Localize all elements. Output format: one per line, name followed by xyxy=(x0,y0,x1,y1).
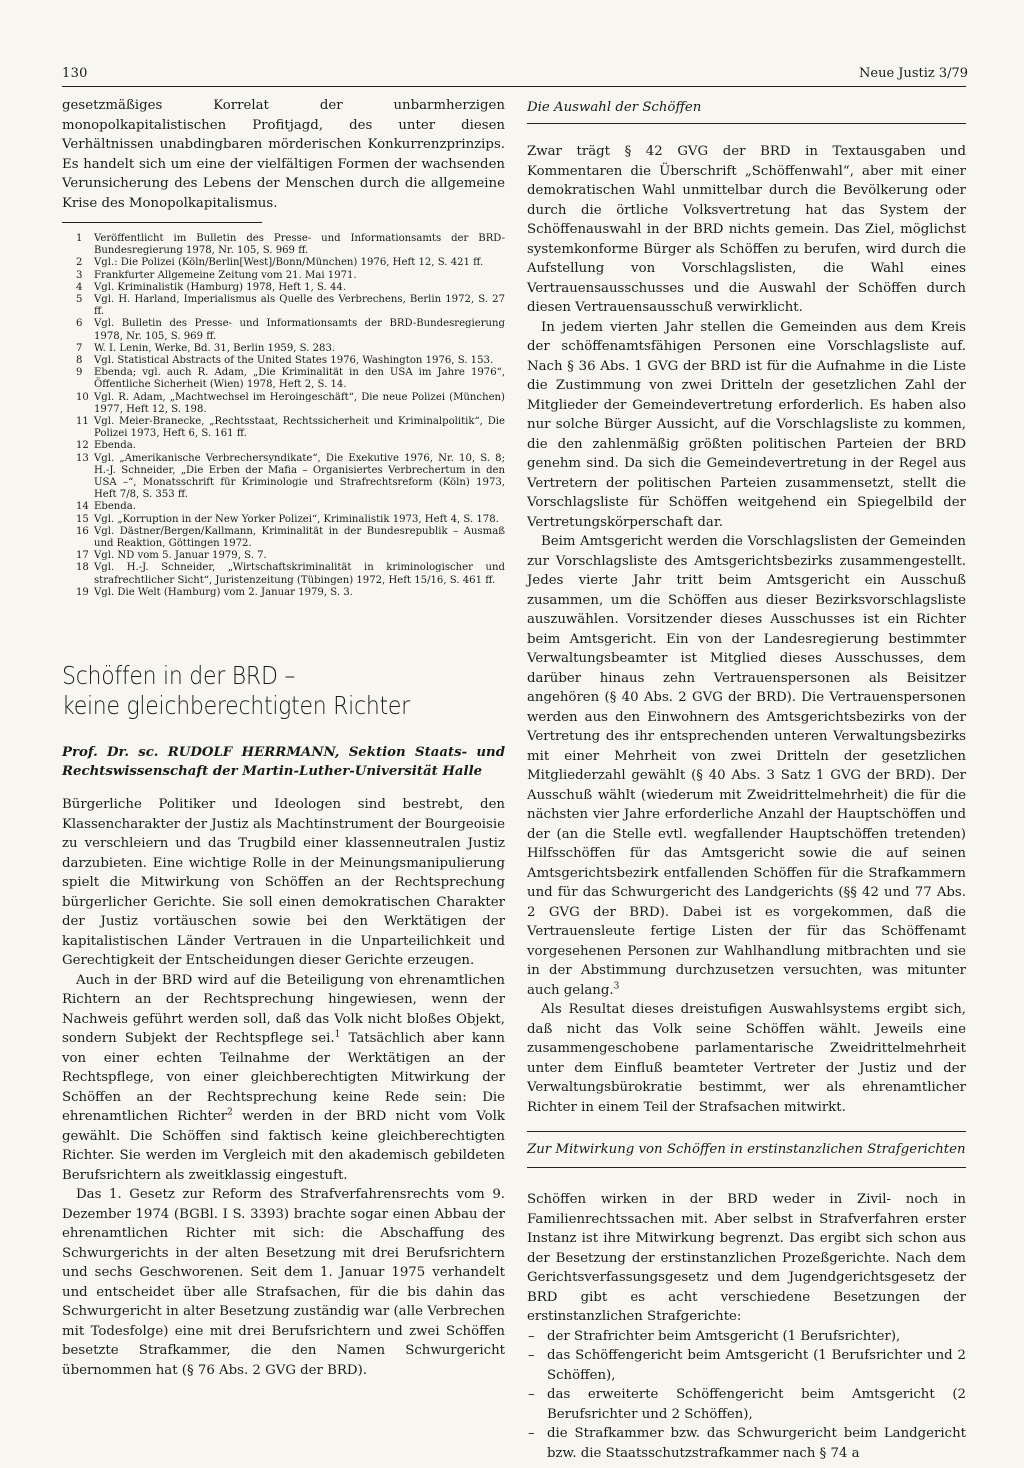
journal-issue: Neue Justiz 3/79 xyxy=(859,66,969,81)
footnote-number: 18 xyxy=(76,562,89,574)
article-title xyxy=(62,661,452,721)
body-paragraph-2b: Tatsächlich aber kann von einer echten Teilnahme der Werktätigen an der Rechtspflege, von einer gleichberechtigten Mitwirkung der Schöffen an der Rechtsprechung keine Rede sein: Die ehrenamtlichen Richter xyxy=(62,1031,506,1125)
body-paragraph-1: Bürgerliche Politiker und Ideologen sind bestrebt, den Klassencharakter der Justiz als Machtinstrument der Bourgeoisie zu verschleiern und das Trugbild einer klassenneutralen Justiz darzubieten. Eine wichtige Rolle in der Meinungsmanipulierung spielt die Mitwirkung von Schöffen an der Rechtsprechung bürgerlicher Gerichte. Sie soll einen demokratischen Charakter der Justiz vortäuschen sowie bei den Werktätigen der kapitalistischen Länder Vertrauen in die Unparteilichkeit und Gerechtigkeit der Entscheidungen dieser Gerichte erzeugen. xyxy=(62,797,505,969)
author-byline: Prof. Dr. sc. RUDOLF HERRMANN, Sektion Staats- und Rechtswissenschaft der Martin-Luther-Universität Halle xyxy=(62,745,505,780)
header-rule xyxy=(62,86,966,87)
footnote-number: 12 xyxy=(76,440,89,452)
body-paragraph-3: Das 1. Gesetz zur Reform des Strafverfahrensrechts vom 9. Dezember 1974 (BGBl. I S. 3393) brachte sogar einen Abbau der ehrenamtlichen Richter mit sich: die Abschaffung des Schwurgerichts in der alten Besetzung mit drei Berufsrichtern und sechs Geschworenen. Seit dem 1. Januar 1975 verhandelt und entscheidet über alle Strafsachen, für die bis dahin das Schwurgericht in alter Besetzung zuständig war (alle Verbrechen mit Todesfolge) eine mit drei Berufsrichtern und zwei Schöffen besetzte Strafkammer, die den Namen Schwurgericht übernommen hat (§ 76 Abs. 2 GVG der BRD). xyxy=(62,1187,505,1378)
footnote-text: Vgl. H. Harland, Imperialismus als Quelle des Verbrechens, Berlin 1972, S. 27 ff. xyxy=(94,294,505,318)
footnote-text: Vgl. R. Adam, „Machtwechsel im Heroingeschäft“, Die neue Polizei (München) 1977, Heft 12, S. 198. xyxy=(94,391,505,415)
footnote-rule xyxy=(62,222,262,223)
footnote-list xyxy=(62,233,505,599)
footnote-text: Ebenda; vgl. auch R. Adam, „Die Kriminalität in den USA im Jahre 1976“, Öffentliche Sicherheit (Wien) 1978, Heft 2, S. 14. xyxy=(94,367,505,391)
footnote-text: Vgl. Meier-Branecke, „Rechtsstaat, Rechtssicherheit und Kriminalpolitik“, Die Polizei 1973, Heft 6, S. 161 ff. xyxy=(94,416,505,440)
footnote-text: Ebenda. xyxy=(94,501,136,513)
body-paragraph-2a: Auch in der BRD wird auf die Beteiligung von ehrenamtlichen Richtern an der Rechtsprechung hingewiesen, wenn der Nachweis geführt werden soll, daß das Volk nicht bloßes Objekt, sondern Subjekt der Rechtspflege sei. xyxy=(62,972,505,1047)
footnote-item xyxy=(62,514,505,526)
section-rule xyxy=(527,123,966,124)
court-list-item: – der Strafrichter beim Amtsgericht (1 Berufsrichter), xyxy=(527,1327,966,1347)
footnote-number: 11 xyxy=(76,416,89,428)
body-paragraph-2 xyxy=(62,971,505,1186)
footnote-text: Vgl. „Korruption in der New Yorker Polizei“, Kriminalistik 1973, Heft 4, S. 178. xyxy=(94,513,499,525)
body-paragraph-2c: werden in der BRD nicht vom Volk gewählt. Die Schöffen sind faktisch keine gleichberechtigten Richter. Sie werden im Vergleich mit den akademisch gebildeten Berufsrichtern als zweitklassig eingestuft. xyxy=(62,1109,505,1183)
footnote-number: 17 xyxy=(76,550,89,562)
footnote-item xyxy=(62,270,505,282)
footnote-text: Vgl. ND vom 5. Januar 1979, S. 7. xyxy=(94,550,267,562)
section-heading-mitwirkung: Zur Mitwirkung von Schöffen in erstinstanzlichen Strafgerichten xyxy=(527,1142,966,1157)
footnote-item xyxy=(62,318,505,342)
left-column xyxy=(62,96,505,1380)
court-list-item: – die Strafkammer bzw. das Schwurgericht beim Landgericht bzw. die Staatsschutzstrafkammer nach § 74 a xyxy=(527,1424,966,1463)
footnote-number: 6 xyxy=(76,318,83,330)
footnote-number: 7 xyxy=(76,342,83,354)
footnote-number: 16 xyxy=(76,525,89,537)
section-rule-3 xyxy=(527,1167,966,1168)
footnote-number: 3 xyxy=(76,269,83,281)
footnote-item xyxy=(62,440,505,452)
footnote-number: 13 xyxy=(76,452,89,464)
footnote-text: W. I. Lenin, Werke, Bd. 31, Berlin 1959, S. 283. xyxy=(94,342,336,354)
footnote-number: 4 xyxy=(76,281,83,293)
footnote-ref-2: 2 xyxy=(227,1107,233,1118)
footnote-text: Vgl. Dästner/Bergen/Kallmann, Kriminalität in der Bundesrepublik – Ausmaß und Reaktion, Göttingen 1972. xyxy=(94,525,505,550)
footnote-item xyxy=(62,587,505,599)
right-column xyxy=(527,96,966,1463)
footnote-item xyxy=(62,526,505,550)
court-list-item: – das Schöffengericht beim Amtsgericht (1 Berufsrichter und 2 Schöffen), xyxy=(527,1346,966,1385)
article-title-line1: Schöffen in der BRD – xyxy=(62,661,296,691)
footnote-item xyxy=(62,233,505,257)
footnote-text: Vgl. Bulletin des Presse- und Informationsamts der BRD-Bundesregierung 1978, Nr. 105, S. 969 ff. xyxy=(94,318,505,342)
right-paragraph-5: Schöffen wirken in der BRD weder in Zivil- noch in Familienrechtssachen mit. Aber selbst in Strafverfahren erster Instanz ist ihre Mitwirkung begrenzt. Das ergibt sich schon aus der Besetzung der erstinstanzlichen Prozeßgerichte. Nach dem Gerichtsverfassungsgesetz und dem Jugendgerichtsgesetz der BRD gibt es acht verschiedene Besetzungen der erstinstanzlichen Strafgerichte: xyxy=(527,1192,966,1324)
footnote-ref-3: 3 xyxy=(613,981,620,992)
footnote-number: 9 xyxy=(76,367,83,379)
right-paragraph-3-text: Beim Amtsgericht werden die Vorschlagslisten der Gemeinden zur Vorschlagsliste des Amtsgerichtsbezirks zusammengestellt. Jedes vierte Jahr tritt beim Amtsgericht ein Ausschuß zusammen, um die Schöffen aus dieser Bezirksvorschlagsliste auszuwählen. Vorsitzender dieses Ausschusses ist ein Richter beim Amtsgericht. Ein von der Landesregierung bestimmter Verwaltungsbeamter ist Mitglied dieses Ausschusses, dem darüber hinaus zehn Vertrauenspersonen als Beisitzer angehören (§ 40 Abs. 2 GVG der BRD). Die Vertrauenspersonen werden aus den Einwohnern des Amtsgerichtsbezirks von der Vertretung des ihr entsprechenden unteren Verwaltungsbezirks mit einer Mehrheit von zwei Dritteln der gesetzlichen Mitgliederzahl gewählt (§ 40 Abs. 3 Satz 1 GVG der BRD). Der Ausschuß wählt (wiederum mit Zweidrittelmehrheit) die für die nächsten vier Jahre erforderliche Anzahl der Hauptschöffen und der (an die Stelle evtl. wegfallender Hauptschöffen tretenden) Hilfsschöffen für das Amtsgericht sowie die auf seinen Amtsgerichtsbezirk entfallenden Schöffen für die Strafkammern und für das Schwurgericht des Landgerichts (§§ 42 und 77 Abs. 2 GVG der BRD). Dabei ist es vorgekommen, daß die Vertrauensleute fertige Listen der für das Schöffenamt vorgesehenen Personen zur Wahlhandlung mitbrachten und sie in der Abstimmung durchzusetzen versuchten, was mitunter auch gelang. xyxy=(527,534,966,998)
footnote-number: 2 xyxy=(76,257,83,269)
footnote-text: Veröffentlicht im Bulletin des Presse- und Informationsamts der BRD-Bundesregierung 1978, Nr. 105, S. 969 ff. xyxy=(94,233,505,257)
right-paragraph-3 xyxy=(527,532,966,1000)
right-paragraph-4: Als Resultat dieses dreistufigen Auswahlsystems ergibt sich, daß nicht das Volk seine Schöffen wählt. Jeweils eine zusammengeschobene parlamentarische Zweidrittelmehrheit unter dem Einfluß beamteter Vertreter der Justiz und der Verwaltungsbürokratie bestimmt, wer als ehrenamtlicher Richter in einem Teil der Strafsachen mitwirkt. xyxy=(527,1002,966,1115)
footnote-text: Vgl. „Amerikanische Verbrechersyndikate“, Die Exekutive 1976, Nr. 10, S. 8; H.-J. Schneider, „Die Erben der Mafia – Organisiertes Verbrechertum in den USA –“, Monatsschrift für Kriminologie und Strafrechtsreform (Köln) 1973, Heft 7/8, S. 353 ff. xyxy=(94,452,505,501)
right-paragraph-1: Zwar trägt § 42 GVG der BRD in Textausgaben und Kommentaren die Überschrift „Schöffenwahl“, aber mit einer demokratischen Wahl unmittelbar durch die Bevölkerung oder durch die örtliche Volksvertretung hat das System der Schöffenauswahl in der BRD nichts gemein. Das Ziel, möglichst systemkonforme Bürger als Schöffen zu berufen, wird durch die Aufstellung von Vorschlagslisten, die Wahl eines Vertrauensausschusses und die Auswahl der Schöffen durch diesen Vertrauensausschuß verwirklicht. xyxy=(527,144,966,315)
footnote-text: Frankfurter Allgemeine Zeitung vom 21. Mai 1971. xyxy=(94,269,357,281)
footnote-item xyxy=(62,550,505,562)
footnote-ref-1: 1 xyxy=(334,1029,341,1040)
footnote-number: 8 xyxy=(76,355,83,367)
footnote-item xyxy=(62,453,505,502)
footnote-item xyxy=(62,501,505,513)
footnote-text: Vgl. Kriminalistik (Hamburg) 1978, Heft 1, S. 44. xyxy=(94,281,347,293)
footnote-number: 5 xyxy=(76,294,83,306)
footnote-item xyxy=(62,416,505,440)
footnote-item xyxy=(62,355,505,367)
section-rule-2 xyxy=(527,1131,966,1132)
footnote-text: Vgl. Statistical Abstracts of the United States 1976, Washington 1976, S. 153. xyxy=(94,355,494,367)
footnote-item xyxy=(62,562,505,586)
footnote-item xyxy=(62,343,505,355)
footnote-number: 19 xyxy=(76,586,89,598)
footnote-text: Vgl. H.-J. Schneider, „Wirtschaftskriminalität in kriminologischer und strafrechtlicher Sicht“, Juristenzeitung (Tübingen) 1972, Heft 15/16, S. 461 ff. xyxy=(94,562,505,586)
footnote-number: 1 xyxy=(76,233,83,244)
footnote-item xyxy=(62,257,505,269)
page-number: 130 xyxy=(62,66,88,81)
footnote-number: 14 xyxy=(76,501,89,513)
right-paragraph-2: In jedem vierten Jahr stellen die Gemeinden aus dem Kreis der schöffenamtsfähigen Personen eine Vorschlagsliste auf. Nach § 36 Abs. 1 GVG der BRD ist für die Aufnahme in die Liste die Zustimmung von zwei Dritteln der gesetzlichen Zahl der Mitglieder der Gemeindevertretung erforderlich. Es haben also nur solche Bürger Aussicht, auf die Vorschlagsliste zu kommen, die den zahlenmäßig größten politischen Parteien der BRD genehm sind. Da sich die Gemeindevertretung in der Regel aus Vertretern der politischen Parteien zusammensetzt, stellt die Vorschlagsliste für Schöffen weitgehend ein Spiegelbild der Vertretungskörperschaft dar. xyxy=(527,319,966,530)
intro-paragraph: gesetzmäßiges Korrelat der unbarmherzigen monopolkapitalistischen Profitjagd, des unter diesen Verhältnissen unabdingbaren mörderischen Konkurrenzprinzips. Es handelt sich um eine der vielfältigen Formen der wachsenden Verunsicherung des Lebens der Menschen durch die allgemeine Krise des Monopolkapitalismus. xyxy=(62,98,505,211)
footnote-number: 15 xyxy=(76,513,89,525)
court-list xyxy=(527,1327,966,1464)
footnote-text: Vgl.: Die Polizei (Köln/Berlin[West]/Bonn/München) 1976, Heft 12, S. 421 ff. xyxy=(94,257,484,269)
footnote-item xyxy=(62,367,505,391)
court-list-item: – das erweiterte Schöffengericht beim Amtsgericht (2 Berufsrichter und 2 Schöffen), xyxy=(527,1385,966,1424)
footnote-item xyxy=(62,294,505,318)
article-title-line2: keine gleichberechtigten Richter xyxy=(62,691,410,721)
footnote-text: Ebenda. xyxy=(94,440,136,452)
section-heading-auswahl: Die Auswahl der Schöffen xyxy=(527,100,702,115)
footnote-item xyxy=(62,282,505,294)
footnote-item xyxy=(62,392,505,416)
footnote-text: Vgl. Die Welt (Hamburg) vom 2. Januar 1979, S. 3. xyxy=(94,586,353,598)
footnote-number: 10 xyxy=(76,391,89,403)
